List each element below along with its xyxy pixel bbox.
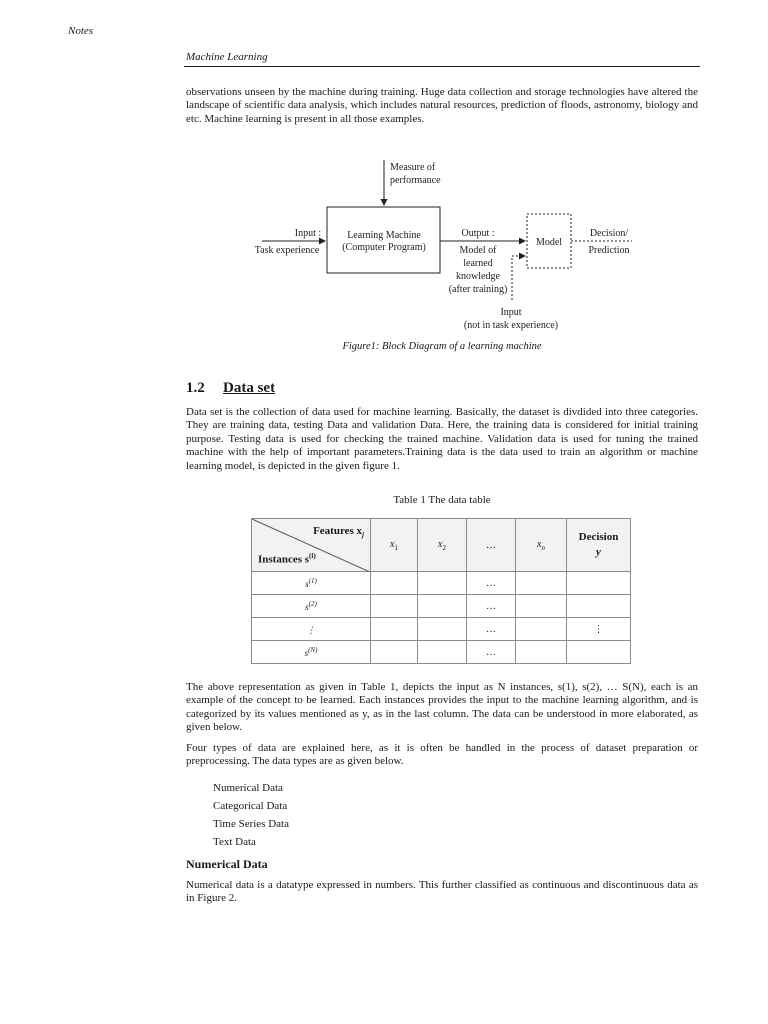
table-cell <box>371 572 418 595</box>
decision-label-2: Prediction <box>588 245 630 256</box>
dots-cell: … <box>467 595 516 618</box>
col-header-x2: $x_2$ <box>418 519 467 572</box>
output-label-5: (after training) <box>448 284 508 295</box>
input2-label-1: Input <box>500 307 522 318</box>
col-header-xn: $x_n$ <box>516 519 567 572</box>
dots-cell: … <box>467 572 516 595</box>
machine-label-2: (Computer Program) <box>342 242 426 253</box>
table-cell <box>418 595 467 618</box>
table-row <box>252 641 631 664</box>
table-row <box>252 572 631 595</box>
table-cell <box>371 595 418 618</box>
list-item: Numerical Data <box>213 782 283 794</box>
list-item: Time Series Data <box>213 818 289 830</box>
instance-cell: $s^{(2)}$ <box>252 595 371 618</box>
output-label-2: Model of <box>459 245 497 256</box>
machine-label-1: Learning Machine <box>347 230 421 241</box>
intro-paragraph: observations unseen by the machine during training. Huge data collection and storage technologies have altered the landscape of scientific data analysis, which includes natural resources, prediction of floods, astronomy, biology and etc. Machine learning is present in all those examples. <box>186 86 698 125</box>
numerical-data-paragraph: Numerical data is a datatype expressed in numbers. This further classified as continuous and discontinuous data as in Figure 2. <box>186 879 698 905</box>
decision-cell: ⋮ <box>567 618 631 641</box>
input2-label-2: (not in task experience) <box>463 320 559 331</box>
input-label-2: Task experience <box>254 245 320 256</box>
data-types-intro-paragraph: Four types of data are explained here, as it is often be handled in the process of dataset preparation or preprocessing. The data types are as given below. <box>186 742 698 768</box>
table-cell <box>371 641 418 664</box>
margin-notes-label: Notes <box>68 25 94 37</box>
decision-cell <box>567 572 631 595</box>
table-cell <box>516 595 567 618</box>
table-cell <box>371 618 418 641</box>
col-header-decision: Decision y <box>567 519 631 572</box>
table-cell <box>418 618 467 641</box>
section-title: Data set <box>223 380 276 396</box>
table-cell <box>516 572 567 595</box>
table-explanation-paragraph: The above representation as given in Table 1, depicts the input as N instances, s(1), s(2), … S(N), each is an example of the concept to be learned. Each instances provides the input to the machine learning algorithm, and is categorized by its values mentioned as y, as in the last column. The data can be understood in more elaborated, as given below. <box>186 681 698 734</box>
dataset-paragraph: Data set is the collection of data used for machine learning. Basically, the dataset is divdided into three categories. They are training data, testing Data and validation Data. Here, the training data is considered for initial training purpose. Testing data is used for checking the trained machine. Validation data is used for tuning the trained machine with the help of important parameters.Training data is the data used to train an algorithm or machine learning model, is depicted in the given figure 1. <box>186 406 698 472</box>
section-number: 1.2 <box>186 380 205 396</box>
model-label: Model <box>535 237 563 248</box>
data-table <box>251 518 631 664</box>
col-header-x1: $x_1$ <box>371 519 418 572</box>
output-label-4: knowledge <box>456 271 500 282</box>
decision-label-1: Decision/ <box>589 228 629 239</box>
table-row <box>252 618 631 641</box>
figure-caption: Figure1: Block Diagram of a learning machine <box>342 341 542 352</box>
table-cell <box>516 618 567 641</box>
header-diagonal-cell <box>252 519 371 572</box>
input-label-1: Input : <box>294 228 322 239</box>
output-label-1: Output : <box>461 228 495 239</box>
table-cell <box>418 641 467 664</box>
block-diagram <box>0 0 768 340</box>
table-cell <box>516 641 567 664</box>
instances-label: Instances $s^{(i)}$ <box>258 552 316 566</box>
col-header-dots: … <box>467 519 516 572</box>
list-item: Categorical Data <box>213 800 288 812</box>
list-item: Text Data <box>213 836 256 848</box>
table-row <box>252 595 631 618</box>
measure-label-2: performance <box>390 175 441 186</box>
instance-cell: ⋮ <box>252 618 371 641</box>
instance-cell: $s^{(1)}$ <box>252 572 371 595</box>
running-head: Machine Learning <box>186 51 268 63</box>
section-heading <box>186 380 275 397</box>
table-title: Table 1 The data table <box>393 494 491 506</box>
features-label: Features $x_j$ <box>313 525 364 540</box>
instance-cell: $s^{(N)}$ <box>252 641 371 664</box>
data-types-list <box>213 780 289 852</box>
output-label-3: learned <box>463 258 493 269</box>
decision-cell <box>567 595 631 618</box>
table-cell <box>418 572 467 595</box>
dots-cell: … <box>467 641 516 664</box>
decision-cell <box>567 641 631 664</box>
measure-label-1: Measure of <box>390 162 436 173</box>
dots-cell: … <box>467 618 516 641</box>
numerical-data-heading: Numerical Data <box>186 857 268 871</box>
